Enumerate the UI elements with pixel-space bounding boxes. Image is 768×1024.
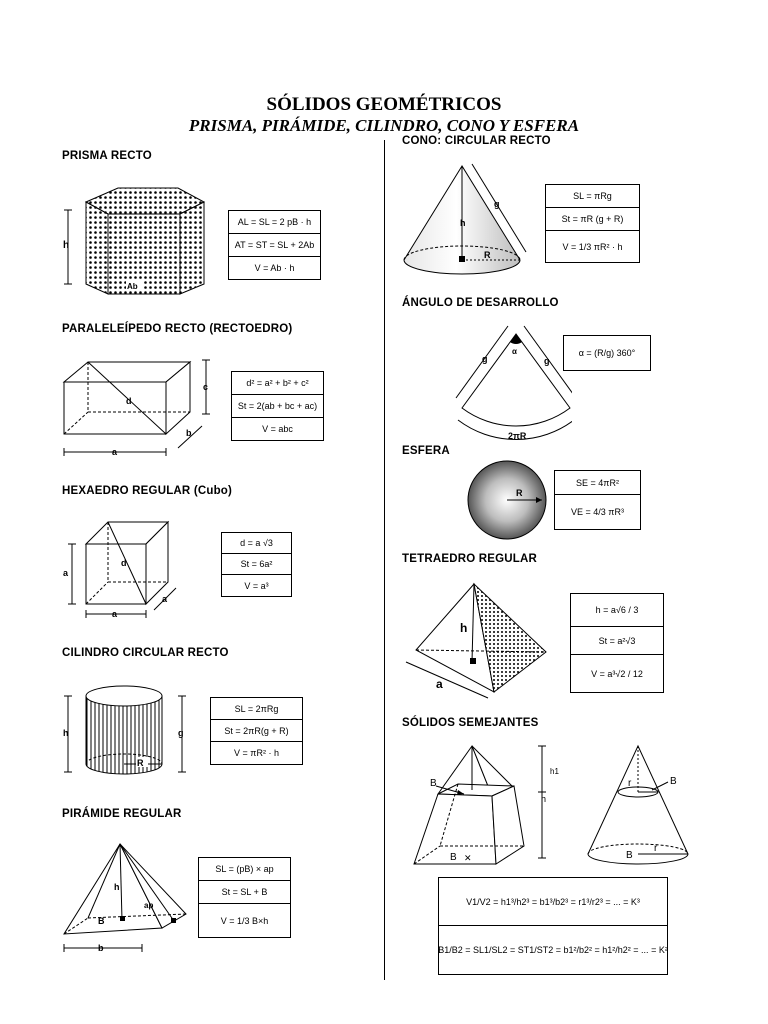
prism-base-label: Ab	[127, 282, 138, 291]
prism-h-label: h	[63, 240, 70, 251]
cuboid-formula-2: St = 2(ab + bc + ac)	[232, 395, 323, 418]
prism-formula-1: AL = SL = 2 pB · h	[229, 211, 320, 234]
similar-r2-label: r	[654, 843, 658, 854]
cone-g-label: g	[494, 199, 500, 209]
cone-formula-2: St = πR (g + R)	[546, 208, 639, 231]
cube-a-label-left: a	[63, 568, 69, 578]
column-divider	[384, 140, 385, 980]
similar-B1-label: B	[430, 778, 437, 789]
cylinder-formula-box	[210, 697, 303, 765]
svg-text:✕: ✕	[464, 853, 472, 863]
tetrahedron-figure	[400, 578, 550, 700]
cone-h-label: h	[460, 218, 466, 228]
pyramid-b-label: b	[98, 943, 104, 953]
cube-a-label-bottom: a	[112, 609, 118, 619]
similar-B4-label: B	[626, 850, 633, 861]
sphere-formula-1: SE = 4πR²	[555, 471, 640, 495]
cube-formula-1: d = a √3	[222, 533, 291, 554]
similar-h1-label: h1	[550, 767, 559, 776]
cylinder-figure	[58, 678, 198, 783]
pyramid-formula-1: SL = (pB) × ap	[199, 858, 290, 881]
sector-g-left-label: g	[482, 354, 488, 364]
cube-formula-3: V = a³	[244, 580, 269, 591]
cone-R-label: R	[484, 250, 491, 260]
sphere-figure	[464, 458, 550, 544]
sphere-R-label: R	[516, 488, 523, 498]
sector-alpha-label: α	[512, 347, 517, 356]
section-title-esfera: ESFERA	[402, 445, 450, 457]
tetra-formula-1: h = a√6 / 3	[571, 594, 663, 627]
section-title-tetraedro: TETRAEDRO REGULAR	[402, 553, 538, 565]
cube-formula-box	[221, 532, 292, 597]
cone-formula-1: SL = πRg	[546, 185, 639, 208]
cuboid-formula-box	[231, 371, 324, 441]
similar-cone-figure	[584, 742, 694, 867]
section-title-prisma: PRISMA RECTO	[62, 150, 152, 162]
cube-figure	[58, 514, 188, 624]
tetra-h-label: h	[460, 621, 468, 635]
sector-formula: α = (R/g) 360°	[578, 348, 636, 358]
sector-formula-box	[563, 335, 651, 371]
cylinder-h-label: h	[63, 728, 69, 738]
section-title-cono: CONO: CIRCULAR RECTO	[402, 135, 551, 147]
section-title-semejantes: SÓLIDOS SEMEJANTES	[402, 717, 539, 729]
cuboid-figure	[58, 352, 218, 462]
pyramid-B-label: B	[98, 916, 105, 926]
tetra-formula-2: St = a²√3	[571, 627, 663, 655]
section-title-hexaedro: HEXAEDRO REGULAR (Cubo)	[62, 485, 233, 497]
prism-formula-3: V = Ab · h	[254, 263, 295, 273]
similar-B2-label: B	[450, 852, 457, 863]
cylinder-formula-1: SL = 2πRg	[211, 698, 302, 720]
cone-formula-box	[545, 184, 640, 263]
pyramid-formula-box	[198, 857, 291, 938]
pyramid-h-label: h	[114, 882, 120, 892]
cuboid-c-label: c	[203, 382, 209, 392]
cylinder-R-label: R	[137, 758, 144, 768]
pyramid-figure	[58, 838, 198, 958]
cone-figure	[398, 160, 533, 285]
page-title: SÓLIDOS GEOMÉTRICOS	[266, 94, 502, 115]
prism-figure	[58, 180, 218, 300]
page-subtitle: PRISMA, PIRÁMIDE, CILINDRO, CONO Y ESFERA	[188, 116, 580, 135]
cylinder-g-label: g	[178, 728, 184, 738]
similar-formula-1: V1/V2 = h1³/h2³ = b1³/b2³ = r1³/r2³ = ... = K³	[439, 878, 667, 926]
tetra-formula-3: V = a³√2 / 12	[591, 668, 643, 679]
tetra-a-label: a	[436, 677, 443, 691]
sector-figure	[452, 320, 572, 445]
pyramid-ap-label: ap	[144, 901, 154, 910]
pyramid-formula-2: St = SL + B	[199, 881, 290, 904]
prism-formula-2: AT = ST = SL + 2Ab	[229, 234, 320, 257]
sphere-formula-2: VE = 4/3 πR³	[571, 507, 624, 517]
section-title-paralelepipedo: PARALELEÍPEDO RECTO (RECTOEDRO)	[62, 323, 293, 335]
similar-h-label: h	[541, 794, 547, 804]
section-title-cilindro: CILINDRO CIRCULAR RECTO	[62, 647, 229, 659]
cuboid-d-label: d	[126, 396, 132, 406]
similar-formula-box	[438, 877, 668, 975]
cuboid-formula-3: V = abc	[262, 424, 293, 434]
cuboid-a-label: a	[112, 447, 118, 457]
similar-formula-2: B1/B2 = SL1/SL2 = ST1/ST2 = b1²/b2² = h1²/h2² = ... = K²	[438, 944, 668, 955]
similar-B3-label: B	[670, 776, 677, 787]
cone-formula-3: V = 1/3 πR² · h	[562, 241, 623, 252]
cuboid-formula-1: d² = a² + b² + c²	[232, 372, 323, 395]
cube-d-label: d	[121, 558, 127, 568]
cylinder-formula-3: V = πR² · h	[234, 748, 279, 758]
cuboid-b-label: b	[186, 428, 192, 438]
section-title-piramide: PIRÁMIDE REGULAR	[62, 808, 182, 820]
pyramid-formula-3: V = 1/3 B×h	[220, 915, 269, 926]
cube-formula-2: St = 6a²	[222, 554, 291, 575]
sphere-formula-box	[554, 470, 641, 530]
tetra-formula-box	[570, 593, 664, 693]
sector-arc-label: 2πR	[508, 431, 527, 441]
section-title-angulo: ÁNGULO DE DESARROLLO	[402, 297, 559, 309]
cylinder-formula-2: St = 2πR(g + R)	[211, 720, 302, 742]
prism-formula-box	[228, 210, 321, 280]
sector-g-right-label: g	[544, 356, 550, 366]
similar-r1-label: r	[628, 778, 632, 789]
cube-a-label-side: a	[162, 594, 168, 604]
similar-height-markers	[534, 742, 564, 864]
